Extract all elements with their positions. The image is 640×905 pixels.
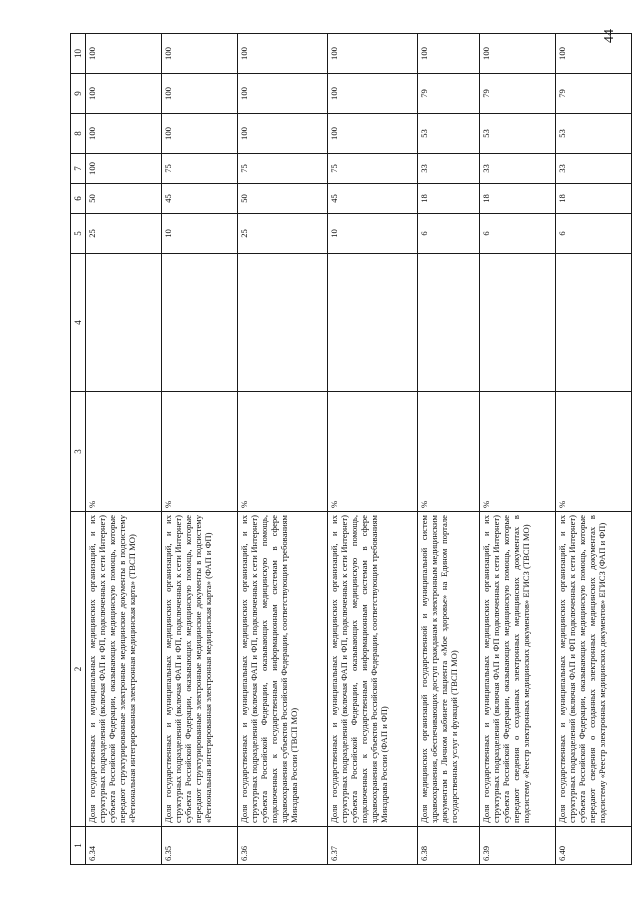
base-value-cell — [480, 254, 556, 392]
unit-cell: % — [418, 392, 480, 512]
table-row — [555, 34, 631, 865]
value-col-5: 25 — [86, 214, 162, 254]
value-col-10: 100 — [86, 34, 162, 74]
indicator-name: Доля государственных и муниципальных медицинских организаций, и их структурных подразделений (включая ФАП и ФП, подключенных к сети Интернет) субъекта Российской Федерации, оказывающих медицинскую помощь, которые передают структурированные электронные медицинские документы в подсистему «Региональная интегрированная электронная медицинская карта» (ФАП и ФП) — [161, 512, 237, 827]
value-col-10: 100 — [237, 34, 327, 74]
value-col-10: 100 — [418, 34, 480, 74]
base-value-cell — [555, 254, 631, 392]
value-col-8: 53 — [480, 114, 556, 154]
value-col-8: 53 — [418, 114, 480, 154]
value-col-5: 6 — [418, 214, 480, 254]
value-col-8: 100 — [237, 114, 327, 154]
row-number: 6.37 — [328, 827, 418, 865]
value-col-8: 53 — [555, 114, 631, 154]
value-col-10: 100 — [328, 34, 418, 74]
table-row — [328, 34, 418, 865]
header-col-5: 5 — [71, 214, 86, 254]
rotated-table-wrapper — [70, 34, 632, 865]
value-col-7: 75 — [237, 154, 327, 184]
base-value-cell — [328, 254, 418, 392]
value-col-9: 79 — [555, 74, 631, 114]
value-col-5: 10 — [328, 214, 418, 254]
header-col-6: 6 — [71, 184, 86, 214]
table-row — [418, 34, 480, 865]
header-col-9: 9 — [71, 74, 86, 114]
value-col-6: 18 — [480, 184, 556, 214]
indicator-name: Доля государственных и муниципальных медицинских организаций, и их структурных подразделений (включая ФАП и ФП, подключенных к сети Интернет) субъекта Российской Федерации, оказывающих медицинскую помощь, подключенных к государственным информационным системам в сфере здравоохранения субъектов Российской Федерации, соответствующим требованиям Минздрава России (ФАП и ФП) — [328, 512, 418, 827]
table-area — [70, 34, 632, 865]
unit-cell: % — [480, 392, 556, 512]
page-number: 44 — [602, 29, 617, 43]
header-col-8: 8 — [71, 114, 86, 154]
value-col-5: 6 — [480, 214, 556, 254]
value-col-7: 75 — [328, 154, 418, 184]
value-col-10: 100 — [161, 34, 237, 74]
value-col-10: 100 — [480, 34, 556, 74]
value-col-9: 100 — [86, 74, 162, 114]
header-col-3: 3 — [71, 392, 86, 512]
value-col-6: 50 — [237, 184, 327, 214]
value-col-9: 79 — [480, 74, 556, 114]
value-col-6: 50 — [86, 184, 162, 214]
base-value-cell — [161, 254, 237, 392]
table-row — [480, 34, 556, 865]
base-value-cell — [86, 254, 162, 392]
value-col-9: 79 — [418, 74, 480, 114]
indicator-name: Доля государственных и муниципальных медицинских организаций, и их структурных подразделений (включая ФАП и ФП подключенных к сети Интернет) субъекта Российской Федерации, оказывающих медицинскую помощь, которые передают сведения о созданных электронных медицинских документах в подсистему «Реестр электронных медицинских документов» ЕГИСЗ (ФАП и ФП) — [555, 512, 631, 827]
value-col-7: 100 — [86, 154, 162, 184]
indicator-name: Доля государственных и муниципальных медицинских организаций, и их структурных подразделений (включая ФАП и ФП подключенных к сети Интернет) субъекта Российской Федерации, оказывающих медицинскую помощь, которые передают сведения о созданных электронных медицинских документах в подсистему «Реестр электронных медицинских документов» ЕГИСЗ (ТВСП МО) — [480, 512, 556, 827]
row-number: 6.35 — [161, 827, 237, 865]
header-col-10: 10 — [71, 34, 86, 74]
base-value-cell — [237, 254, 327, 392]
header-col-1: 1 — [71, 827, 86, 865]
value-col-6: 18 — [418, 184, 480, 214]
row-number: 6.38 — [418, 827, 480, 865]
value-col-8: 100 — [86, 114, 162, 154]
indicator-name: Доля государственных и муниципальных медицинских организаций, и их структурных подразделений (включая ФАП и ФП, подключенных к сети Интернет) субъекта Российской Федерации, оказывающих медицинскую помощь, подключенных к государственным информационным системам в сфере здравоохранения субъектов Российской Федерации, соответствующим требованиям Минздрава России (ТВСП МО) — [237, 512, 327, 827]
value-col-9: 100 — [161, 74, 237, 114]
value-col-6: 45 — [328, 184, 418, 214]
unit-cell: % — [161, 392, 237, 512]
value-col-7: 75 — [161, 154, 237, 184]
value-col-5: 10 — [161, 214, 237, 254]
header-col-7: 7 — [71, 154, 86, 184]
unit-cell: % — [328, 392, 418, 512]
base-value-cell — [418, 254, 480, 392]
indicator-name: Доля медицинских организаций государственной и муниципальной систем здравоохранения, обеспечивающих доступ гражданам к электронным медицинским документам в Личном кабинете пациента «Мое здоровье» на Едином портале государственных услуг и функций (ТВСП МО) — [418, 512, 480, 827]
table-body — [71, 34, 632, 865]
value-col-8: 100 — [161, 114, 237, 154]
value-col-9: 100 — [237, 74, 327, 114]
table-row — [161, 34, 237, 865]
unit-cell: % — [555, 392, 631, 512]
header-col-2: 2 — [71, 512, 86, 827]
indicators-table — [70, 33, 632, 865]
column-number-row — [71, 34, 86, 865]
value-col-5: 25 — [237, 214, 327, 254]
value-col-6: 45 — [161, 184, 237, 214]
table-row — [237, 34, 327, 865]
unit-cell: % — [237, 392, 327, 512]
row-number: 6.34 — [86, 827, 162, 865]
value-col-9: 100 — [328, 74, 418, 114]
row-number: 6.36 — [237, 827, 327, 865]
row-number: 6.40 — [555, 827, 631, 865]
value-col-7: 33 — [418, 154, 480, 184]
value-col-7: 33 — [555, 154, 631, 184]
value-col-10: 100 — [555, 34, 631, 74]
value-col-6: 18 — [555, 184, 631, 214]
unit-cell: % — [86, 392, 162, 512]
indicator-name: Доля государственных и муниципальных медицинских организаций, и их структурных подразделений (включая ФАП и ФП, подключенных к сети Интернет) субъекта Российской Федерации, оказывающих медицинскую помощь, которые передают структурированные электронные медицинские документы в подсистему «Региональная интегрированная электронная медицинская карта» (ТВСП МО) — [86, 512, 162, 827]
table-row — [86, 34, 162, 865]
value-col-8: 100 — [328, 114, 418, 154]
row-number: 6.39 — [480, 827, 556, 865]
value-col-7: 33 — [480, 154, 556, 184]
value-col-5: 6 — [555, 214, 631, 254]
header-col-4: 4 — [71, 254, 86, 392]
